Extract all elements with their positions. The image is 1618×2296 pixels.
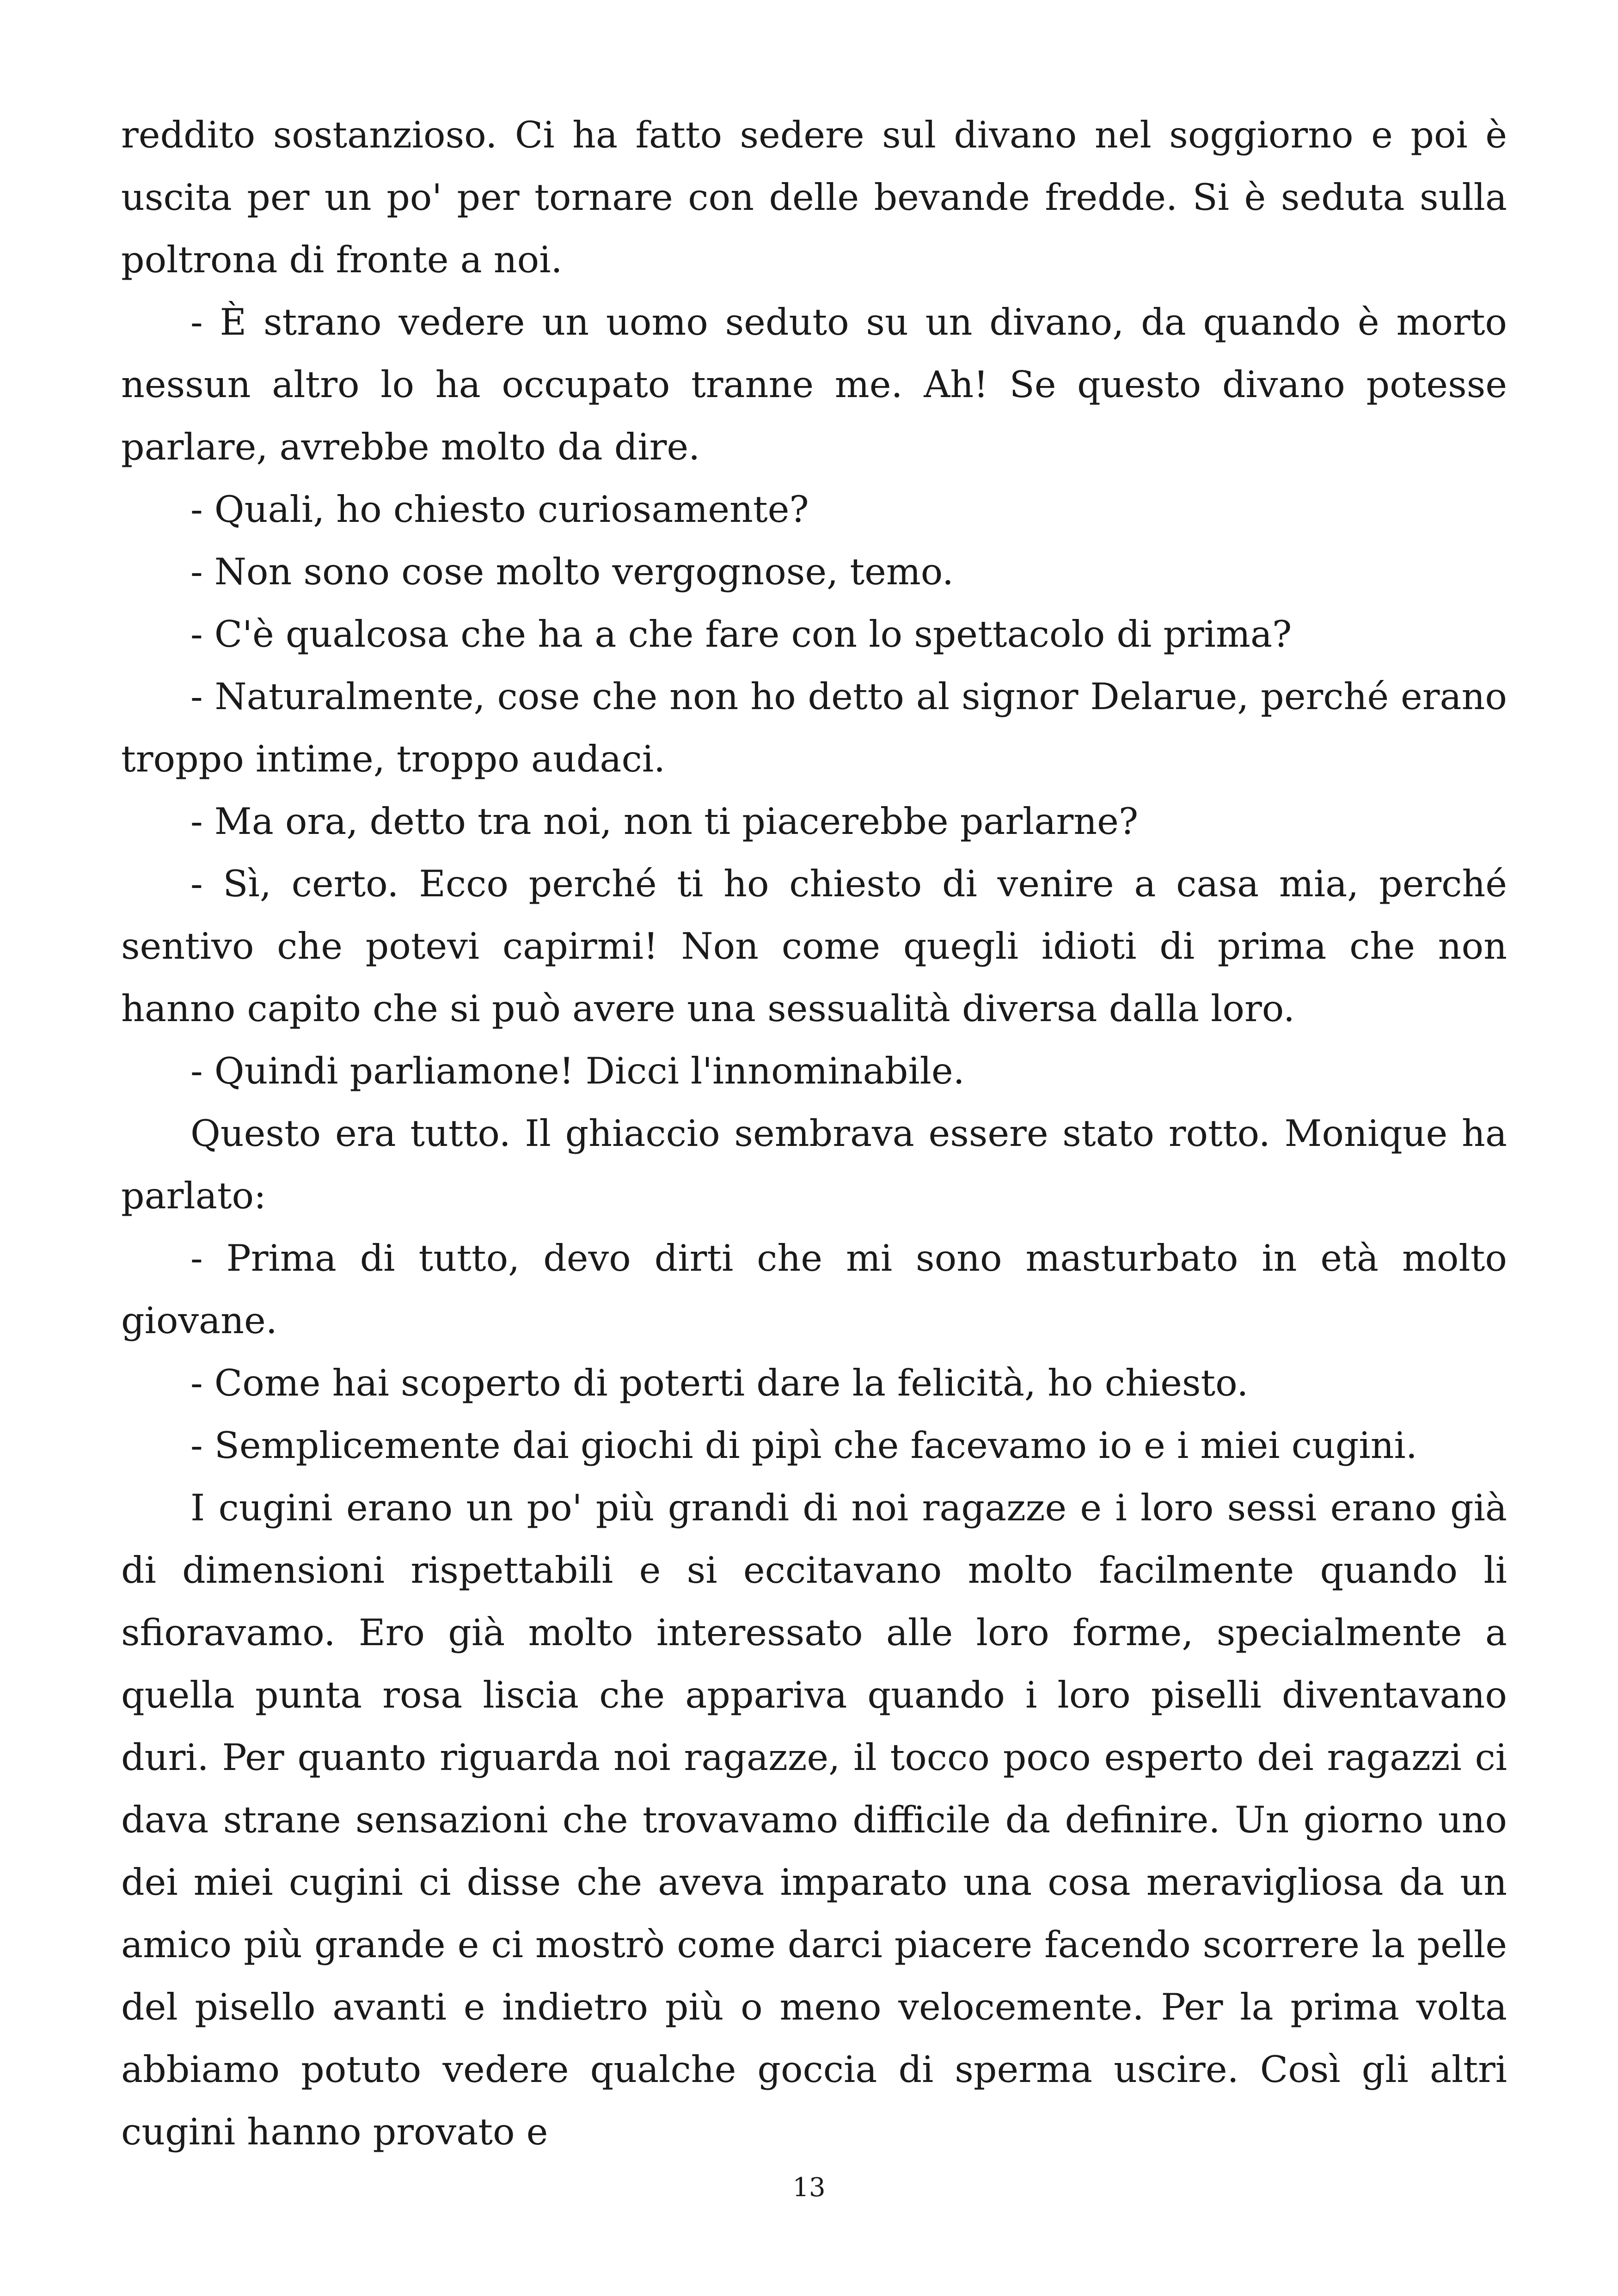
paragraph: - Ma ora, detto tra noi, non ti piacerebbe parlarne? — [190, 800, 1139, 843]
paragraph: - È strano vedere un uomo seduto su un divano, da quando è morto nessun altro lo ha occupato tranne me. Ah! Se questo divano potesse parlare, avrebbe molto da dire. — [121, 301, 1507, 468]
paragraph: - C'è qualcosa che ha a che fare con lo spettacolo di prima? — [190, 613, 1292, 655]
paragraph: - Sì, certo. Ecco perché ti ho chiesto di venire a casa mia, perché sentivo che potevi capirmi! Non come quegli idioti di prima che non hanno capito che si può avere una sessualità diversa dalla loro. — [121, 863, 1507, 1030]
paragraph: I cugini erano un po' più grandi di noi ragazze e i loro sessi erano già di dimensioni rispettabili e si eccitavano molto facilmente quando li sfioravamo. Ero già molto interessato alle loro forme, specialmente a quella punta rosa liscia che appariva quando i loro piselli diventavano duri. Per quanto riguarda noi ragazze, il tocco poco esperto dei ragazzi ci dava strane sensazioni che trovavamo difficile da definire. Un giorno uno dei miei cugini ci disse che aveva imparato una cosa meravigliosa da un amico più grande e ci mostrò come darci piacere facendo scorrere la pelle del pisello avanti e indietro più o meno velocemente. Per la prima volta abbiamo potuto vedere qualche goccia di sperma uscire. Così gli altri cugini hanno provato e — [121, 1487, 1507, 2153]
paragraph: Questo era tutto. Il ghiaccio sembrava essere stato rotto. Monique ha parlato: — [121, 1112, 1507, 1217]
paragraph: reddito sostanzioso. Ci ha fatto sedere sul divano nel soggiorno e poi è uscita per un po' per tornare con delle bevande fredde. Si è seduta sulla poltrona di fronte a noi. — [121, 114, 1507, 281]
paragraph: - Come hai scoperto di poterti dare la felicità, ho chiesto. — [190, 1362, 1249, 1404]
paragraph: - Quali, ho chiesto curiosamente? — [190, 488, 809, 531]
paragraph: - Quindi parliamone! Dicci l'innominabile. — [190, 1050, 965, 1092]
paragraph: - Prima di tutto, devo dirti che mi sono masturbato in età molto giovane. — [121, 1237, 1507, 1342]
paragraph: - Naturalmente, cose che non ho detto al signor Delarue, perché erano troppo intime, troppo audaci. — [121, 675, 1507, 780]
paragraph: - Non sono cose molto vergognose, temo. — [190, 551, 954, 593]
page-body — [121, 104, 1507, 2163]
page-number: 13 — [792, 2173, 826, 2203]
paragraph: - Semplicemente dai giochi di pipì che facevamo io e i miei cugini. — [190, 1424, 1417, 1467]
